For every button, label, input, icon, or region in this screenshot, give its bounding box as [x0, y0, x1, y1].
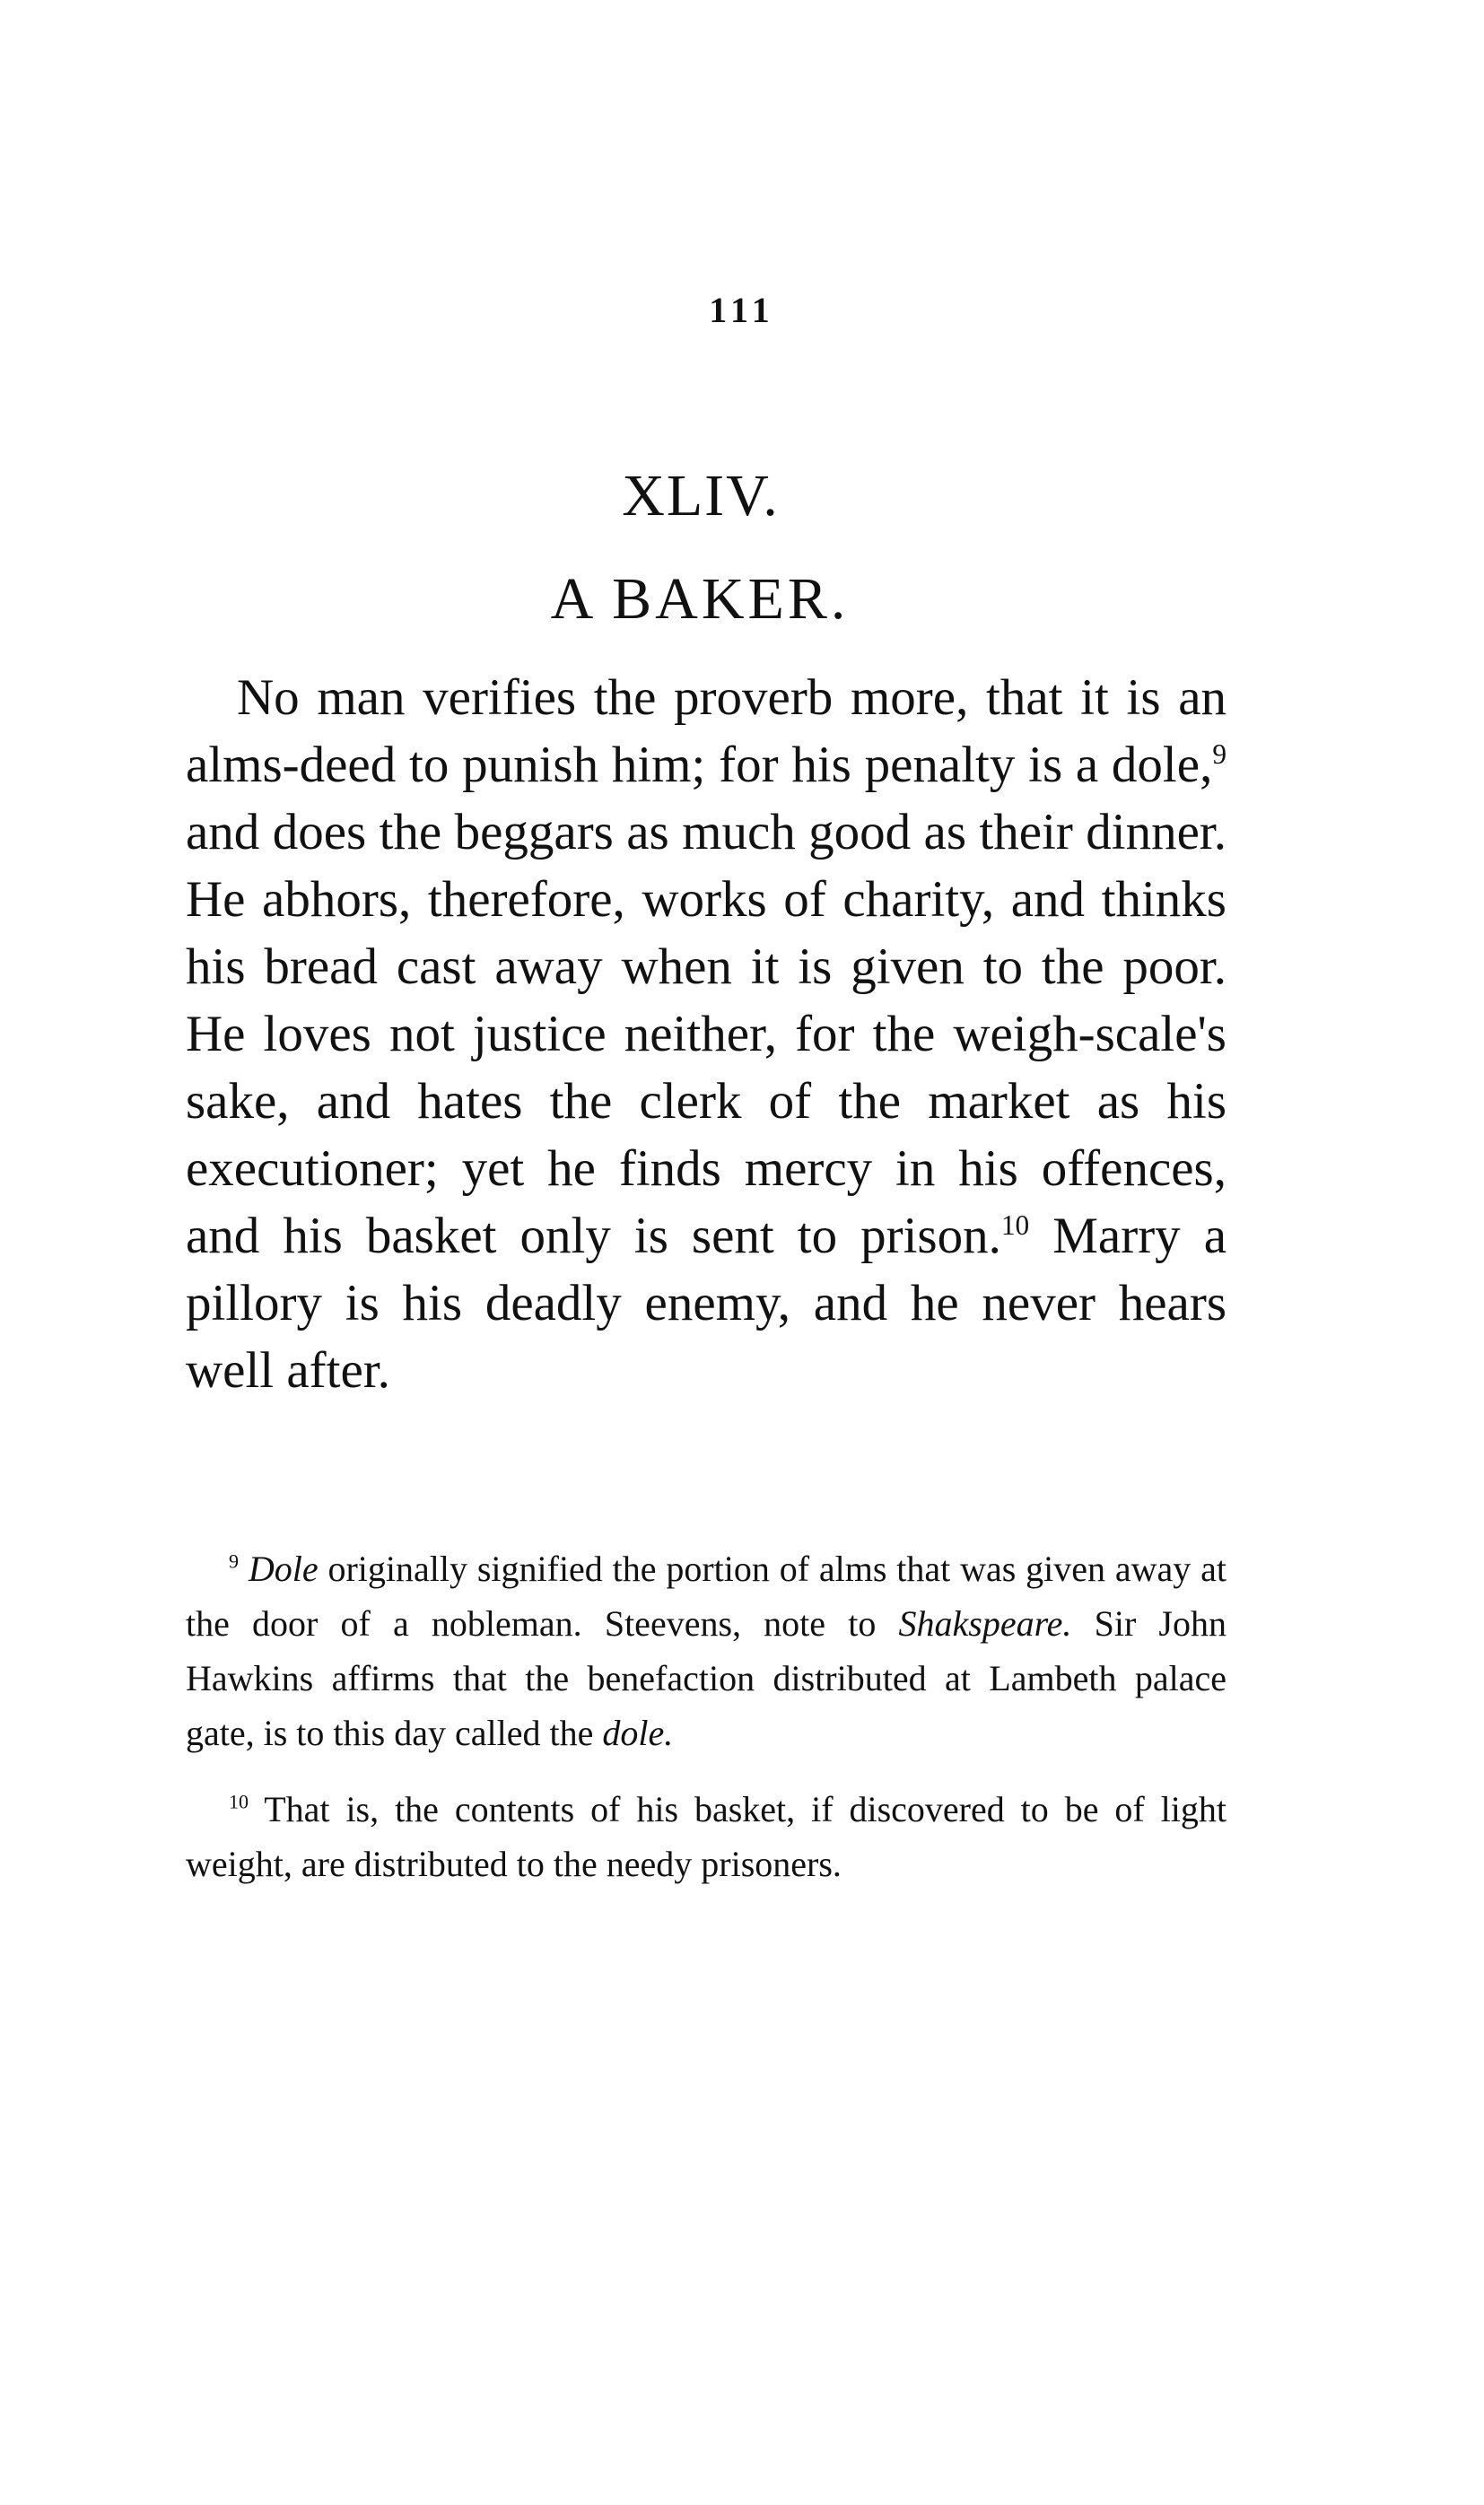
footnote-ref-9: 9	[1212, 738, 1226, 770]
body-text-part-3: Marry a pillory is his deadly enemy, and he never hears well after.	[186, 1208, 1226, 1399]
body-text-part-2: and does the beggars as much good as their dinner. He abhors, therefore, works of charity, and thinks his bread cast away when it is given to the poor. He loves not justice neither, for the weigh-scale's sake, and hates the clerk of the market as his executioner; yet he finds mercy in his offences, and his basket only is sent to prison.	[186, 804, 1226, 1264]
footnote-term-dole-end: dole.	[602, 1713, 674, 1753]
footnote-9-text-1: originally signified the portion of alms that was given away at the door of a nobleman. Steevens, note to	[186, 1549, 1226, 1644]
page-number: 111	[709, 290, 775, 330]
chapter-number: XLIV.	[622, 463, 780, 528]
footnote-term-dole: Dole	[248, 1549, 319, 1589]
body-paragraph	[186, 664, 1226, 1404]
footnote-marker-10: 10	[229, 1790, 249, 1813]
footnote-10	[186, 1782, 1226, 1891]
body-text-part-1: No man verifies the proverb more, that it is an alms-deed to punish him; for his penalty is a dole,	[186, 669, 1226, 793]
footnote-marker-9: 9	[229, 1549, 239, 1573]
footnote-10-text: That is, the contents of his basket, if discovered to be of light weight, are distributed to the needy prisoners.	[186, 1789, 1226, 1884]
chapter-title: A BAKER.	[550, 566, 850, 632]
footnote-work-title: Shakspeare.	[898, 1603, 1072, 1644]
footnote-ref-10: 10	[1000, 1209, 1030, 1241]
footnote-9-text-2: Sir John Hawkins affirms that the benefaction distributed at Lambeth palace gate, is to this day called the	[186, 1603, 1226, 1753]
footnote-9	[186, 1541, 1226, 1760]
footnotes	[186, 1541, 1226, 1913]
